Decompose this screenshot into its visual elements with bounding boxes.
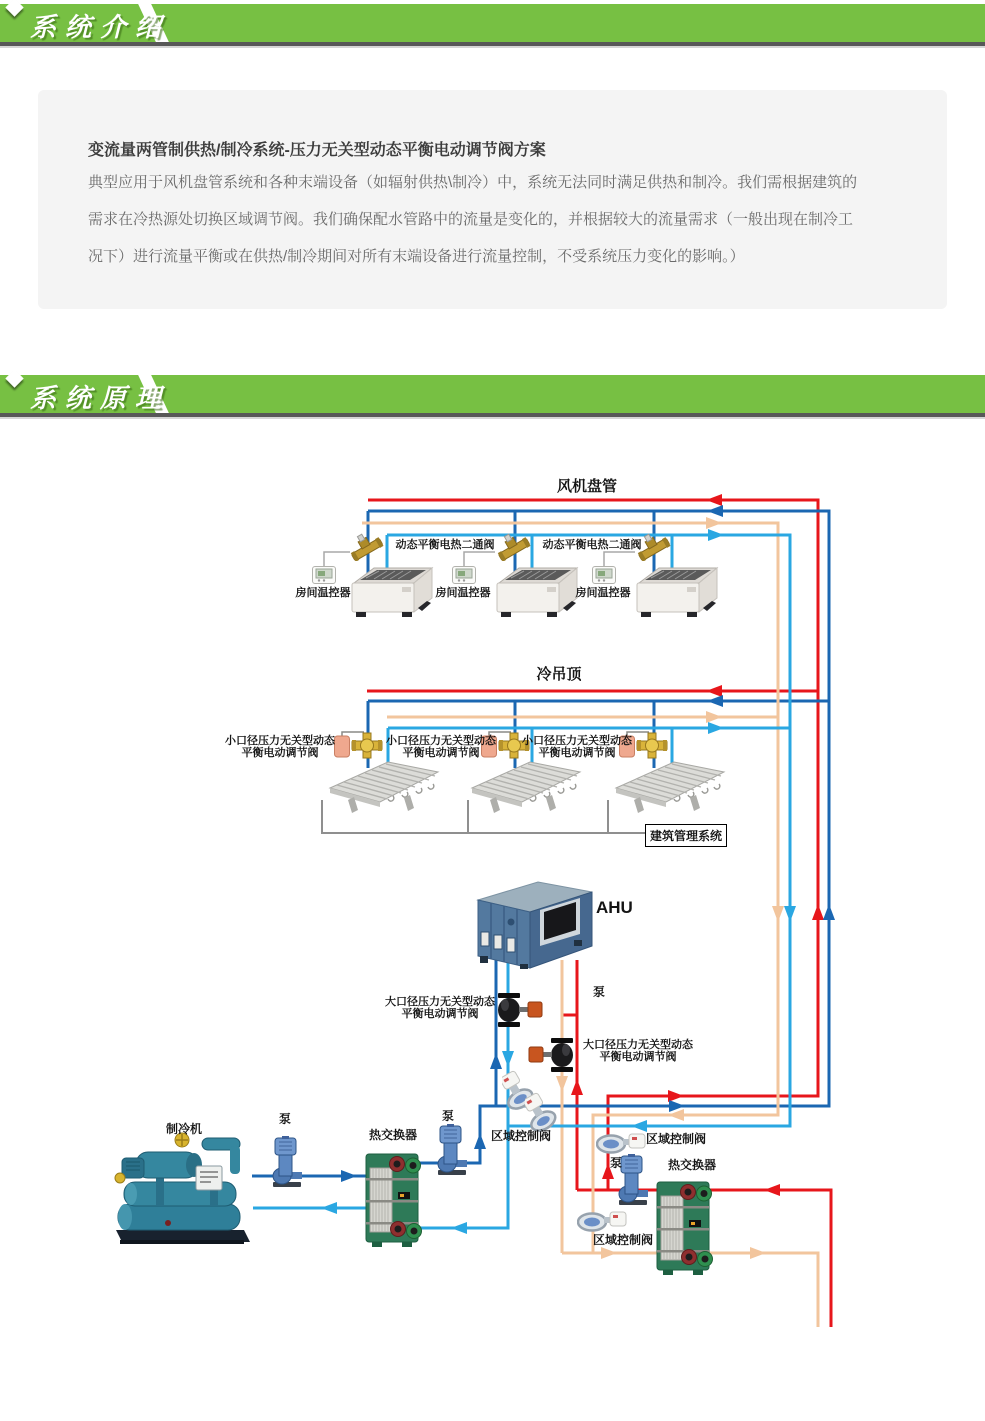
small-valve-label-line1: 小口径压力无关型动态 (386, 735, 496, 747)
pump-label-3: 泵 (610, 1156, 623, 1170)
section-title-principle: 系统原理 (30, 383, 171, 413)
two-way-valve-label-2: 动态平衡电热二通阀 (542, 539, 642, 551)
small-valve-label-3 (521, 735, 633, 759)
heat-exchanger-2 (653, 1176, 715, 1281)
large-valve-label-2 (582, 1039, 694, 1063)
thermostat-label-3: 房间温控器 (575, 587, 631, 599)
fan-coil-unit-1 (344, 563, 434, 624)
room-thermostat-2 (452, 566, 476, 589)
pump-2 (436, 1124, 468, 1181)
room-thermostat-3 (592, 566, 616, 589)
thermostat-label-2: 房间温控器 (435, 587, 491, 599)
fan-coil-unit-3 (629, 563, 719, 624)
ahu-unit (474, 876, 594, 975)
intro-paragraph: 典型应用于风机盘管系统和各种末端设备（如辐射供热\制冷）中，系统无法同时满足供热和制冷。我们需根据建筑的需求在冷热源处切换区域调节阀。我们确保配水管路中的流量是变化的，并根据较大的流量需求（一般出现在制冷工况下）进行流量平衡或在供热/制冷期间对所有末端设备进行流量控制，不受系统压力变化的影响。） (88, 174, 858, 265)
small-valve-label-2 (385, 735, 497, 759)
zone-valve-label-3: 区域控制阀 (593, 1233, 654, 1247)
pump-label-1: 泵 (279, 1112, 292, 1126)
two-way-valve-label-1: 动态平衡电热二通阀 (395, 539, 495, 551)
small-valve-label-line2: 平衡电动调节阀 (402, 747, 480, 759)
heat-exchanger-label-1: 热交换器 (368, 1128, 417, 1142)
small-valve-label-1 (224, 735, 336, 759)
small-valve-label-line2: 平衡电动调节阀 (241, 747, 319, 759)
chiller-unit (110, 1126, 255, 1253)
thermostat-label-1: 房间温控器 (295, 587, 351, 599)
chilled-ceiling-panel-3 (612, 758, 726, 821)
zone-valve-label-2: 区域控制阀 (646, 1132, 707, 1146)
small-valve-label-line2: 平衡电动调节阀 (538, 747, 616, 759)
heat-exchanger-1 (362, 1148, 424, 1253)
fan-coil-unit-2 (489, 563, 579, 624)
pump-label-2: 泵 (442, 1109, 455, 1123)
bms-label-box: 建筑管理系统 (645, 824, 727, 847)
chiller-label: 制冷机 (166, 1122, 203, 1136)
pump-label-ahu: 泵 (593, 985, 606, 999)
large-valve-label-1 (384, 996, 496, 1020)
two-way-valve-1 (350, 533, 386, 566)
fan-coil-title: 风机盘管 (556, 478, 617, 495)
large-valve-label-line2: 平衡电动调节阀 (401, 1008, 479, 1020)
large-valve-label-line1: 大口径压力无关型动态 (385, 996, 495, 1008)
heat-exchanger-label-2: 热交换器 (667, 1158, 716, 1172)
large-valve-label-line2: 平衡电动调节阀 (599, 1051, 677, 1063)
intro-title: 变流量两管制供热/制冷系统-压力无关型动态平衡电动调节阀方案 (88, 142, 546, 159)
chilled-ceiling-panel-1 (326, 758, 440, 821)
chilled-ceiling-title: 冷吊顶 (536, 666, 582, 683)
zone-valve-label-1: 区域控制阀 (491, 1129, 552, 1143)
two-way-valve-2 (497, 533, 533, 566)
large-valve-label-line1: 大口径压力无关型动态 (583, 1039, 693, 1051)
small-valve-label-line1: 小口径压力无关型动态 (522, 735, 632, 747)
chilled-ceiling-panel-2 (468, 758, 582, 821)
room-thermostat-1 (312, 566, 336, 589)
section-title-intro: 系统介绍 (30, 12, 171, 42)
pump-1 (271, 1136, 303, 1193)
large-pi-valve-1 (495, 993, 543, 1032)
ahu-label: AHU (596, 898, 633, 917)
small-valve-label-line1: 小口径压力无关型动态 (225, 735, 335, 747)
